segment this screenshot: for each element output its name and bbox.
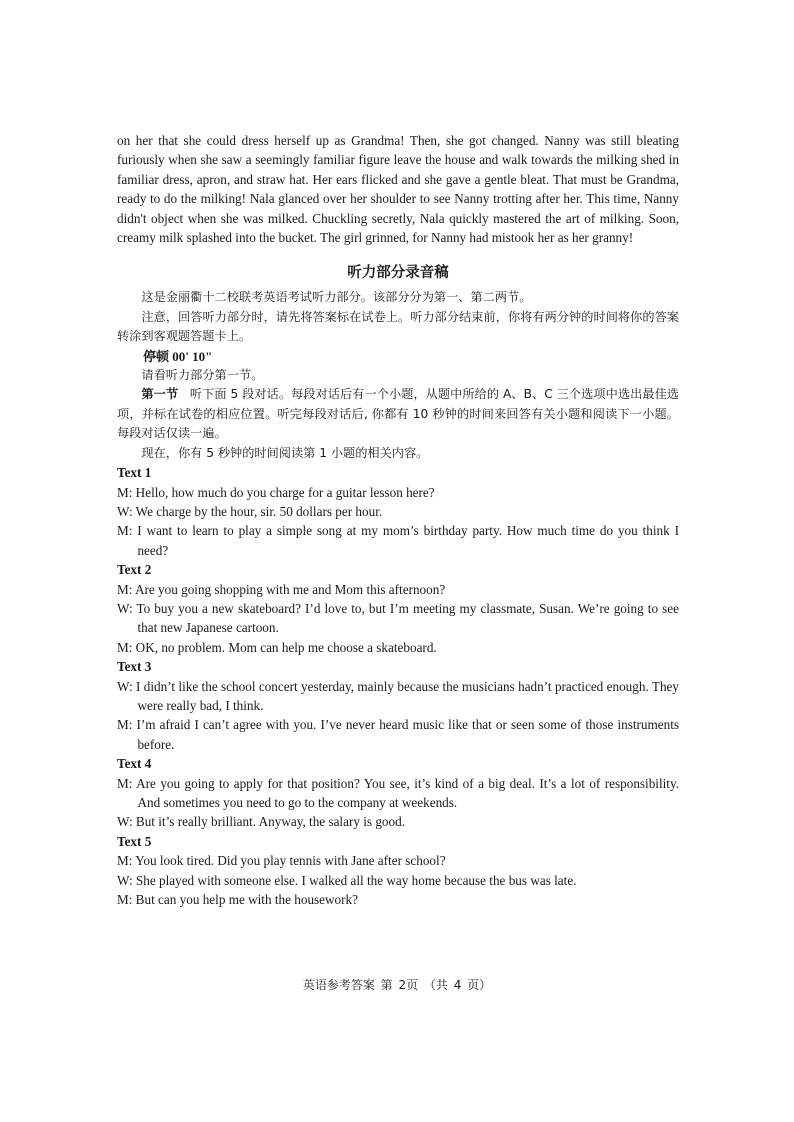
dialogue-line: M: I’m afraid I can’t agree with you. I’ve never heard music like that or seen some of those instruments before. [117,717,679,752]
dialogue-line: W: To buy you a new skateboard? I’d love to, but I’m meeting my classmate, Susan. We’re going to see that new Japanese cartoon. [117,600,679,636]
dialogue-line: M: You look tired. Did you play tennis with Jane after school? [117,853,446,869]
dialogue-line: M: Are you going shopping with me and Mom this afternoon? [117,581,446,597]
text-4-label: Text 4 [117,756,152,772]
dialogue-line: M: But can you help me with the housework? [117,892,358,908]
text-3-label: Text 3 [117,659,152,675]
story-paragraph: on her that she could dress herself up as Grandma! Then, she got changed. Nanny was still bleating furiously when she saw a seemingly familiar figure leave the house and walk towards the milking shed in familiar dress, apron, and straw hat. Her ears flicked and she gave a gentle bleat. That must be Grandma, ready to do the milking! Nala glanced over her shoulder to see Nanny trotting after her. This time, Nanny didn't object when she was milked. Chuckling secretly, Nala quickly mastered the art of milking. Soon, creamy milk splashed into the bucket. The girl grinned, for Nanny had mistook her as her granny! [117,133,679,246]
dialogue-line: W: But it’s really brilliant. Anyway, the salary is good. [117,814,405,830]
transcript-title: 听力部分录音稿 [347,265,449,282]
dialogue-line: M: Hello, how much do you charge for a guitar lesson here? [117,484,435,500]
pause-marker [117,347,679,366]
section1-label: 第一节 [141,387,179,402]
section1-text: 听下面 5 段对话。每段对话后有一个小题，从题中所给的 A、B、C 三个选项中选出最佳选项，并标在试卷的相应位置。听完每段对话后, 你都有 10 秒钟的时间来回答有关小题和阅读下一小题。每段对话仅读一遍。 [117,387,679,441]
dialogue-line: W: She played with someone else. I walked all the way home because the bus was late. [117,872,577,888]
dialogue-line: W: We charge by the hour, sir. 50 dollars per hour. [117,503,383,519]
text-5-label: Text 5 [117,833,152,849]
dialogue-line: M: Are you going to apply for that position? You see, it’s kind of a big deal. It’s a lot of responsibility. And sometimes you need to go to the company at weekends. [117,775,679,810]
document-page [117,131,679,909]
intro-paragraph-2: 注意，回答听力部分时，请先将答案标在试卷上。听力部分结束前，你将有两分钟的时间将你的答案转涂到客观题答题卡上。 [117,309,679,344]
page-footer: 英语参考答案 第 2页 （共 4 页） [302,978,492,992]
pause-text: 停顿 00' 10" [143,348,213,364]
intro-paragraph-1: 这是金丽衢十二校联考英语考试听力部分。该部分分为第一、第二两节。 [141,290,532,305]
section1-instructions [117,385,679,443]
dialogue-line: M: I want to learn to play a simple song at my mom’s birthday party. How much time do you think I need? [117,523,679,558]
dialogue-line: W: I didn’t like the school concert yesterday, mainly because the musicians hadn’t practiced enough. They were really bad, I think. [117,678,679,713]
read-prompt: 现在，你有 5 秒钟的时间阅读第 1 小题的相关内容。 [141,445,429,460]
text-2-label: Text 2 [117,562,152,578]
text-1-label: Text 1 [117,465,152,481]
section-prompt: 请看听力部分第一节。 [141,368,264,383]
dialogue-line: M: OK, no problem. Mom can help me choose a skateboard. [117,639,437,655]
